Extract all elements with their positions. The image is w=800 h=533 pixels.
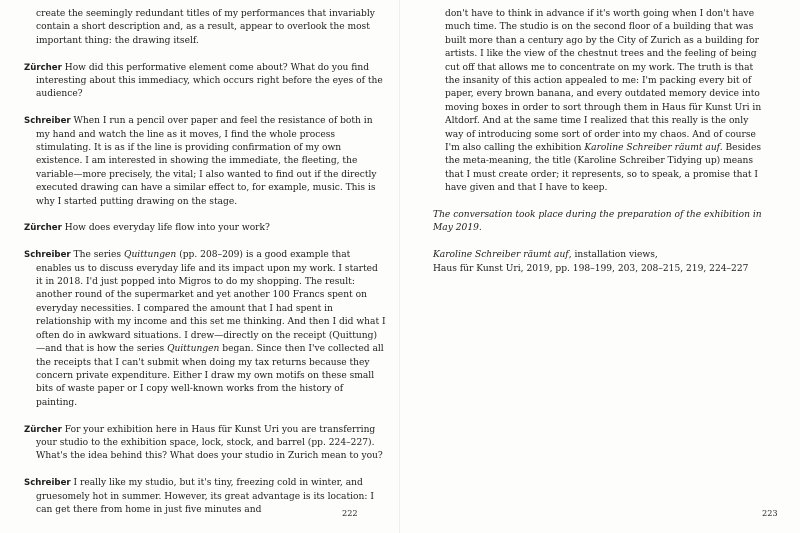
right-column (433, 8, 763, 289)
series-title: Quittungen (167, 344, 220, 355)
caption-title: Karoline Schreiber räumt auf (433, 250, 569, 261)
question-text: How does everyday life flow into your work? (64, 223, 270, 234)
caption-line-2: Haus für Kunst Uri, 2019, pp. 198–199, 203, 208–215, 219, 224–227 (433, 263, 749, 274)
answer-3 (24, 477, 386, 517)
speaker-label: Zürcher (24, 424, 62, 435)
right-page (400, 0, 800, 533)
opening-paragraph: create the seemingly redundant titles of my performances that invariably contain a short description and, as a result, appear to overlook the most important thing: the drawing itself. (36, 9, 375, 46)
question-1 (24, 62, 386, 102)
continuation-text-part-2: Besides the meta-meaning, the title (Karoline Schreiber Tidying up) means that I must create order; it represents, so to speak, a promise that I have given and that I have to keep. (445, 143, 762, 194)
series-title: Quittungen (123, 250, 177, 261)
answer-text-part-2: (pp. 208–209) is a good example that enables us to discuss everyday life and its impact upon my work. I started it in 2018. I'd just popped into Migros to do my shopping. The result: another round of the supermarket and yet another 100 Francs spent on everyday necessities. I compared the amount that I had spent in relationship with my income and this set me thinking. And then I did what I often do in awkward situations. I drew—directly on the receipt (Quittung)—and that is how the series (36, 250, 386, 355)
page-number: 222 (342, 508, 358, 518)
caption-line-1: , installation views, (568, 250, 658, 261)
answer-text-part-1: The series (73, 250, 124, 261)
exhibition-title: Karoline Schreiber räumt auf. (584, 143, 723, 154)
question-3 (24, 424, 386, 464)
left-column (24, 8, 386, 531)
question-2 (24, 222, 386, 235)
answer-2 (24, 249, 386, 410)
speaker-label: Schreiber (24, 250, 71, 261)
page-number: 223 (762, 508, 778, 518)
image-caption (433, 249, 763, 276)
answer-text-part-3: began. Since then I've collected all the receipts that I can't submit when doing my tax returns because they concern private expenditure. Either I draw my own motifs on these small bits of waste paper or I copy well-known works from the history of painting. (36, 344, 384, 408)
answer-text: When I run a pencil over paper and feel the resistance of both in my hand and watch the line as it moves, I find the whole process stimulating. It is as if the line is providing confirmation of my own existence. I am interested in showing the immediate, the fleeting, the variable—more precisely, the vital; I also wanted to find out if the directly executed drawing can have a similar effect to, for example, music. This is why I started putting drawing on the stage. (36, 116, 377, 207)
question-text: For your exhibition here in Haus für Kunst Uri you are transferring your studio to the exhibition space, lock, stock, and barrel (pp. 224–227). What's the idea behind this? What does your studio in Zurich mean to you? (36, 424, 383, 462)
continuation-text-part-1: don't have to think in advance if it's worth going when I don't have much time. The studio is on the second floor of a building that was built more than a century ago by the City of Zurich as a building for artists. I like the view of the chestnut trees and the feeling of being cut off that allows me to concentrate on my work. The truth is that the insanity of this action appealed to me: I'm packing every bit of paper, every brown banana, and every outdated memory device into moving boxes in order to sort through them in Haus für Kunst Uri in Altdorf. And at the same time I realized that this really is the only way of introducing some sort of order into my chaos. And of course I'm also calling the exhibition (445, 9, 762, 154)
answer-text: I really like my studio, but it's tiny, freezing cold in winter, and gruesomely hot in summer. However, its great advantage is its location: I can get there from home in just five minutes and (36, 478, 374, 515)
speaker-label: Schreiber (24, 116, 71, 127)
answer-1 (24, 115, 386, 209)
speaker-label: Zürcher (24, 62, 62, 73)
conversation-note: The conversation took place during the preparation of the exhibition in May 2019. (433, 210, 762, 234)
speaker-label: Zürcher (24, 223, 62, 234)
answer-continuation (433, 8, 763, 196)
question-text: How did this performative element come about? What do you find interesting about this immediacy, which occurs right before the eyes of the audience? (36, 62, 383, 100)
speaker-label: Schreiber (24, 478, 71, 489)
